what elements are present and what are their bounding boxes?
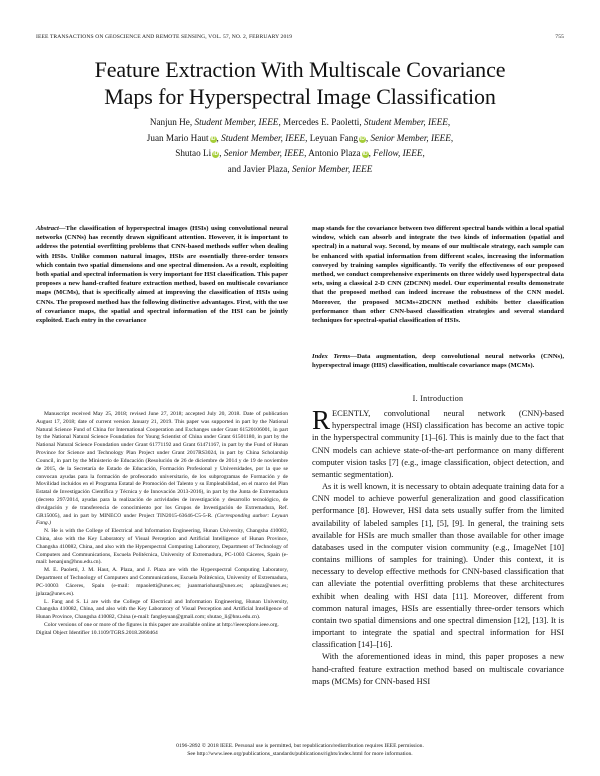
author-role: Fellow, IEEE bbox=[373, 148, 423, 159]
abstract-text: —The classification of hyperspectral images (HSIs) using convolutional neural networks (CNNs) has recently drawn significant attention. However, it is important to address the potential overfitting problems that CNN-based methods suffer when dealing with HSIs. Unlike common natural images, HSIs are essentially three-order tensors which contain two spatial dimensions and one spectral dimension. As a result, exploiting both spatial and spectral information is very important for HSI classification. This paper proposes a new hand-crafted feature extraction method, based on multiscale covariance maps (MCMs), that is specifically aimed at improving the classification of HSIs using CNNs. The proposed method has the following distinctive advantages. First, with the use of covariance maps, the spatial and spectral information of the HSI can be jointly exploited. Each entry in the covariance bbox=[36, 225, 288, 325]
author-role: Senior Member, IEEE bbox=[370, 132, 451, 143]
author-role: Student Member, IEEE bbox=[194, 117, 279, 127]
abstract-left bbox=[36, 224, 288, 325]
author-line-4: and Javier Plaza, Senior Member, IEEE bbox=[227, 163, 373, 174]
intro-text: ECENTLY, convolutional neural network (CNN)-based hyperspectral image (HSI) classification has become an active topic in the hyperspectral community [1]–[6]. This is mainly due to the fact that CNN models can achieve state-of-the-art performance on many different computer vision tasks [7] (e.g., image classification, object detection, and semantic segmentation). bbox=[312, 409, 564, 479]
section-heading: I. Introduction bbox=[412, 394, 464, 403]
footnote-manuscript bbox=[36, 411, 288, 528]
orcid-icon[interactable]: iD bbox=[362, 151, 368, 158]
running-header bbox=[36, 34, 564, 44]
author-role: Student Member, IEEE bbox=[221, 132, 306, 143]
intro-paragraph bbox=[312, 405, 564, 481]
footnote-affiliation: L. Fang and S. Li are with the College of Electrical and Information Engineering, Hunan University, Changsha 410082, China, and also with the Key Laboratory of Visual Perception and Artificial Intelligence of Hunan Province, Changsha 410082, China (e-mail: fangleyuan@gmail.com; shutao_li@hnu.edu.cn). bbox=[36, 598, 288, 621]
author-name: Nanjun He, bbox=[149, 117, 195, 127]
footnote-text: Manuscript received May 25, 2018; revised June 27, 2018; accepted July 20, 2018. Date of publication August 17, 2018; date of current version January 21, 2019. This paper was supported in part by the National Natural Science Fund of China for International Cooperation and Exchanges under Grant 61520106001, in part by the National Natural Science Foundation for Young Scientist of China under Grant 61501180, in part by the National Natural Science Foundation under Grant 61771192 and Grant 61471167, in part by the Fund of Hunan Province for Science and Technology Plan Project under Grant 2017RS3024, in part by China Scholarship Council, in part by the Ministerio de Educación (Resolución de 26 de diciembre de 2014 y de 19 de noviembre de 2015, de la Secretaría de Estado de Educación, Formación Profesional y Universidades, por la que se convocan ayudas para la formación de profesorado universitario, de los subprogramas de Formación y de Movilidad incluidos en el Programa Estatal de Promoción del Talento y su Empleabilidad, en el marco del Plan Estatal de Investigación Científica y Técnica y de Innovación 2013-2016), in part by the Junta de Extremadura (decreto 297/2014, ayudas para la realización de actividades de investigación y desarrollo tecnológico, de divulgación y de transferencia de conocimiento por los Grupos de Investigación de Extremadura, Ref. GR15005), and in part by MINECO under Project TIN2015-63646-C5-5-R. bbox=[36, 411, 288, 519]
footnote-affiliation: M. E. Paoletti, J. M. Haut, A. Plaza, and J. Plaza are with the Hyperspectral Computing Laboratory, Department of Technology of Computers and Communications, Escuela Politécnica, University of Extremadura, PC-10003 Cáceres, Spain (e-mail: mpaoletti@unex.es; juanmariohaut@unex.es; aplaza@unex.es; jplaza@unex.es). bbox=[36, 567, 288, 597]
copyright-footer bbox=[36, 742, 564, 758]
copyright-line: 0196-2892 © 2018 IEEE. Personal use is permitted, but republication/redistribution requires IEEE permission. bbox=[176, 743, 424, 749]
author-name: , Leyuan Fang bbox=[305, 132, 358, 143]
author-line-3: Shutao Li iD, Senior Member, IEEE, Antonio Plaza iD, Fellow, IEEE, bbox=[175, 148, 425, 159]
author-role: Senior Member, IEEE bbox=[223, 148, 305, 159]
orcid-icon[interactable]: iD bbox=[359, 135, 365, 142]
intro-paragraph: As it is well known, it is necessary to obtain adequate training data for a CNN model to achieve powerful generalization and good classification performance [8]. However, HSI data sets usually suffer from the limited availability of labeled samples [1], [5], [9]. In general, the training sets available for HSIs are much smaller than those available for other image databases used in the computer vision community (e.g., ImageNet [10] contains millions of samples for training). Under this context, it is necessary to develop effective methods for CNN-based classification that can alleviate the potential overfitting problems that these architectures exhibit when dealing with HSI data [11]. Moreover, different from common natural images, HSIs are essentially three-order tensors which contain two spatial dimensions and one spectral dimension [12], [13]. It is important to integrate the spatial and spectral information for HSI classification [14]–[16]. bbox=[312, 482, 564, 650]
author-name: Juan Mario Haut bbox=[146, 132, 209, 143]
author-role: Senior Member, IEEE bbox=[291, 163, 373, 174]
drop-cap: R bbox=[312, 405, 331, 435]
corresponding-author: (Corresponding author: Leyuan Fang.) bbox=[36, 512, 288, 527]
title-line-1: Feature Extraction With Multiscale Covariance bbox=[94, 57, 506, 82]
footnote-affiliation: N. He is with the College of Electrical and Information Engineering, Hunan University, Changsha 410082, China, also with the Key Laboratory of Visual Perception and Artificial Intelligence of Hunan Province, Changsha 410082, China, and also with the Hyperspectral Computing Laboratory, Department of Technology of Computers and Communications, Escuela Politécnica, University of Extremadura, PC-1003 Cáceres, Spain (e-mail: henanjun@hnu.edu.cn). bbox=[36, 528, 288, 566]
intro-paragraph: With the aforementioned ideas in mind, this paper proposes a new hand-crafted feature extraction method based on multiscale covariance maps (MCMs) for CNN-based HSI bbox=[312, 652, 564, 686]
author-name: and Javier Plaza bbox=[227, 163, 288, 174]
abstract-label: Abstract bbox=[36, 225, 59, 232]
abstract-right: map stands for the covariance between two different spectral bands within a local spatial window, which can absorb and integrate the two kinds of information (spatial and spectral) in a natural way. Second, by means of our multiscale strategy, each sample can be enhanced with spatial information from different scales, increasing the information conveyed by training samples significantly. To verify the effectiveness of our proposed method, we conduct comprehensive experiments on three widely used hyperspectral data sets, using a classical 2-D CNN (2DCNN) model. Our experimental results demonstrate that the proposed method can indeed increase the robustness of the CNN model. Moreover, the proposed MCMs+2DCNN method exhibits better classification performance than other CNN-based classification strategies and several standard techniques for spectral-spatial classification of HSIs. bbox=[312, 225, 564, 325]
introduction-text bbox=[312, 405, 564, 688]
footnote-doi: Digital Object Identifier 10.1109/TGRS.2018.2860464 bbox=[36, 629, 158, 636]
author-line-2: Juan Mario Haut iD, Student Member, IEEE, Leyuan Fang iD, Senior Member, IEEE, bbox=[146, 132, 454, 143]
orcid-icon[interactable]: iD bbox=[213, 151, 219, 158]
footnotes bbox=[36, 411, 288, 638]
index-terms-text: —Data augmentation, deep convolutional neural networks (CNNs), hyperspectral image (HIS) classification, multiscale covariance maps (MCMs). bbox=[312, 353, 564, 370]
author-line-1: Nanjun He, Student Member, IEEE, Mercedes E. Paoletti, Student Member, IEEE, bbox=[149, 117, 451, 127]
author-role: Student Member, IEEE bbox=[363, 117, 448, 127]
journal-name: IEEE TRANSACTIONS ON GEOSCIENCE AND REMOTE SENSING, VOL. 57, NO. 2, FEBRUARY 2019 bbox=[36, 34, 293, 40]
orcid-icon[interactable]: iD bbox=[210, 135, 216, 142]
index-terms bbox=[312, 352, 564, 370]
footnote-color: Color versions of one or more of the figures in this paper are available online at http://ieeexplore.ieee.org. bbox=[44, 621, 279, 628]
title-line-2: Maps for Hyperspectral Image Classification bbox=[104, 84, 496, 109]
author-list bbox=[60, 115, 540, 177]
page-number: 755 bbox=[555, 34, 564, 40]
author-name: Shutao Li bbox=[175, 148, 212, 159]
author-name: , Antonio Plaza bbox=[304, 148, 361, 159]
author-name: , Mercedes E. Paoletti, bbox=[278, 117, 364, 127]
rights-link[interactable]: See http://www.ieee.org/publications_standards/publications/rights/index.html for more information. bbox=[187, 751, 413, 757]
index-terms-label: Index Terms bbox=[312, 353, 351, 360]
paper-title bbox=[40, 56, 560, 110]
